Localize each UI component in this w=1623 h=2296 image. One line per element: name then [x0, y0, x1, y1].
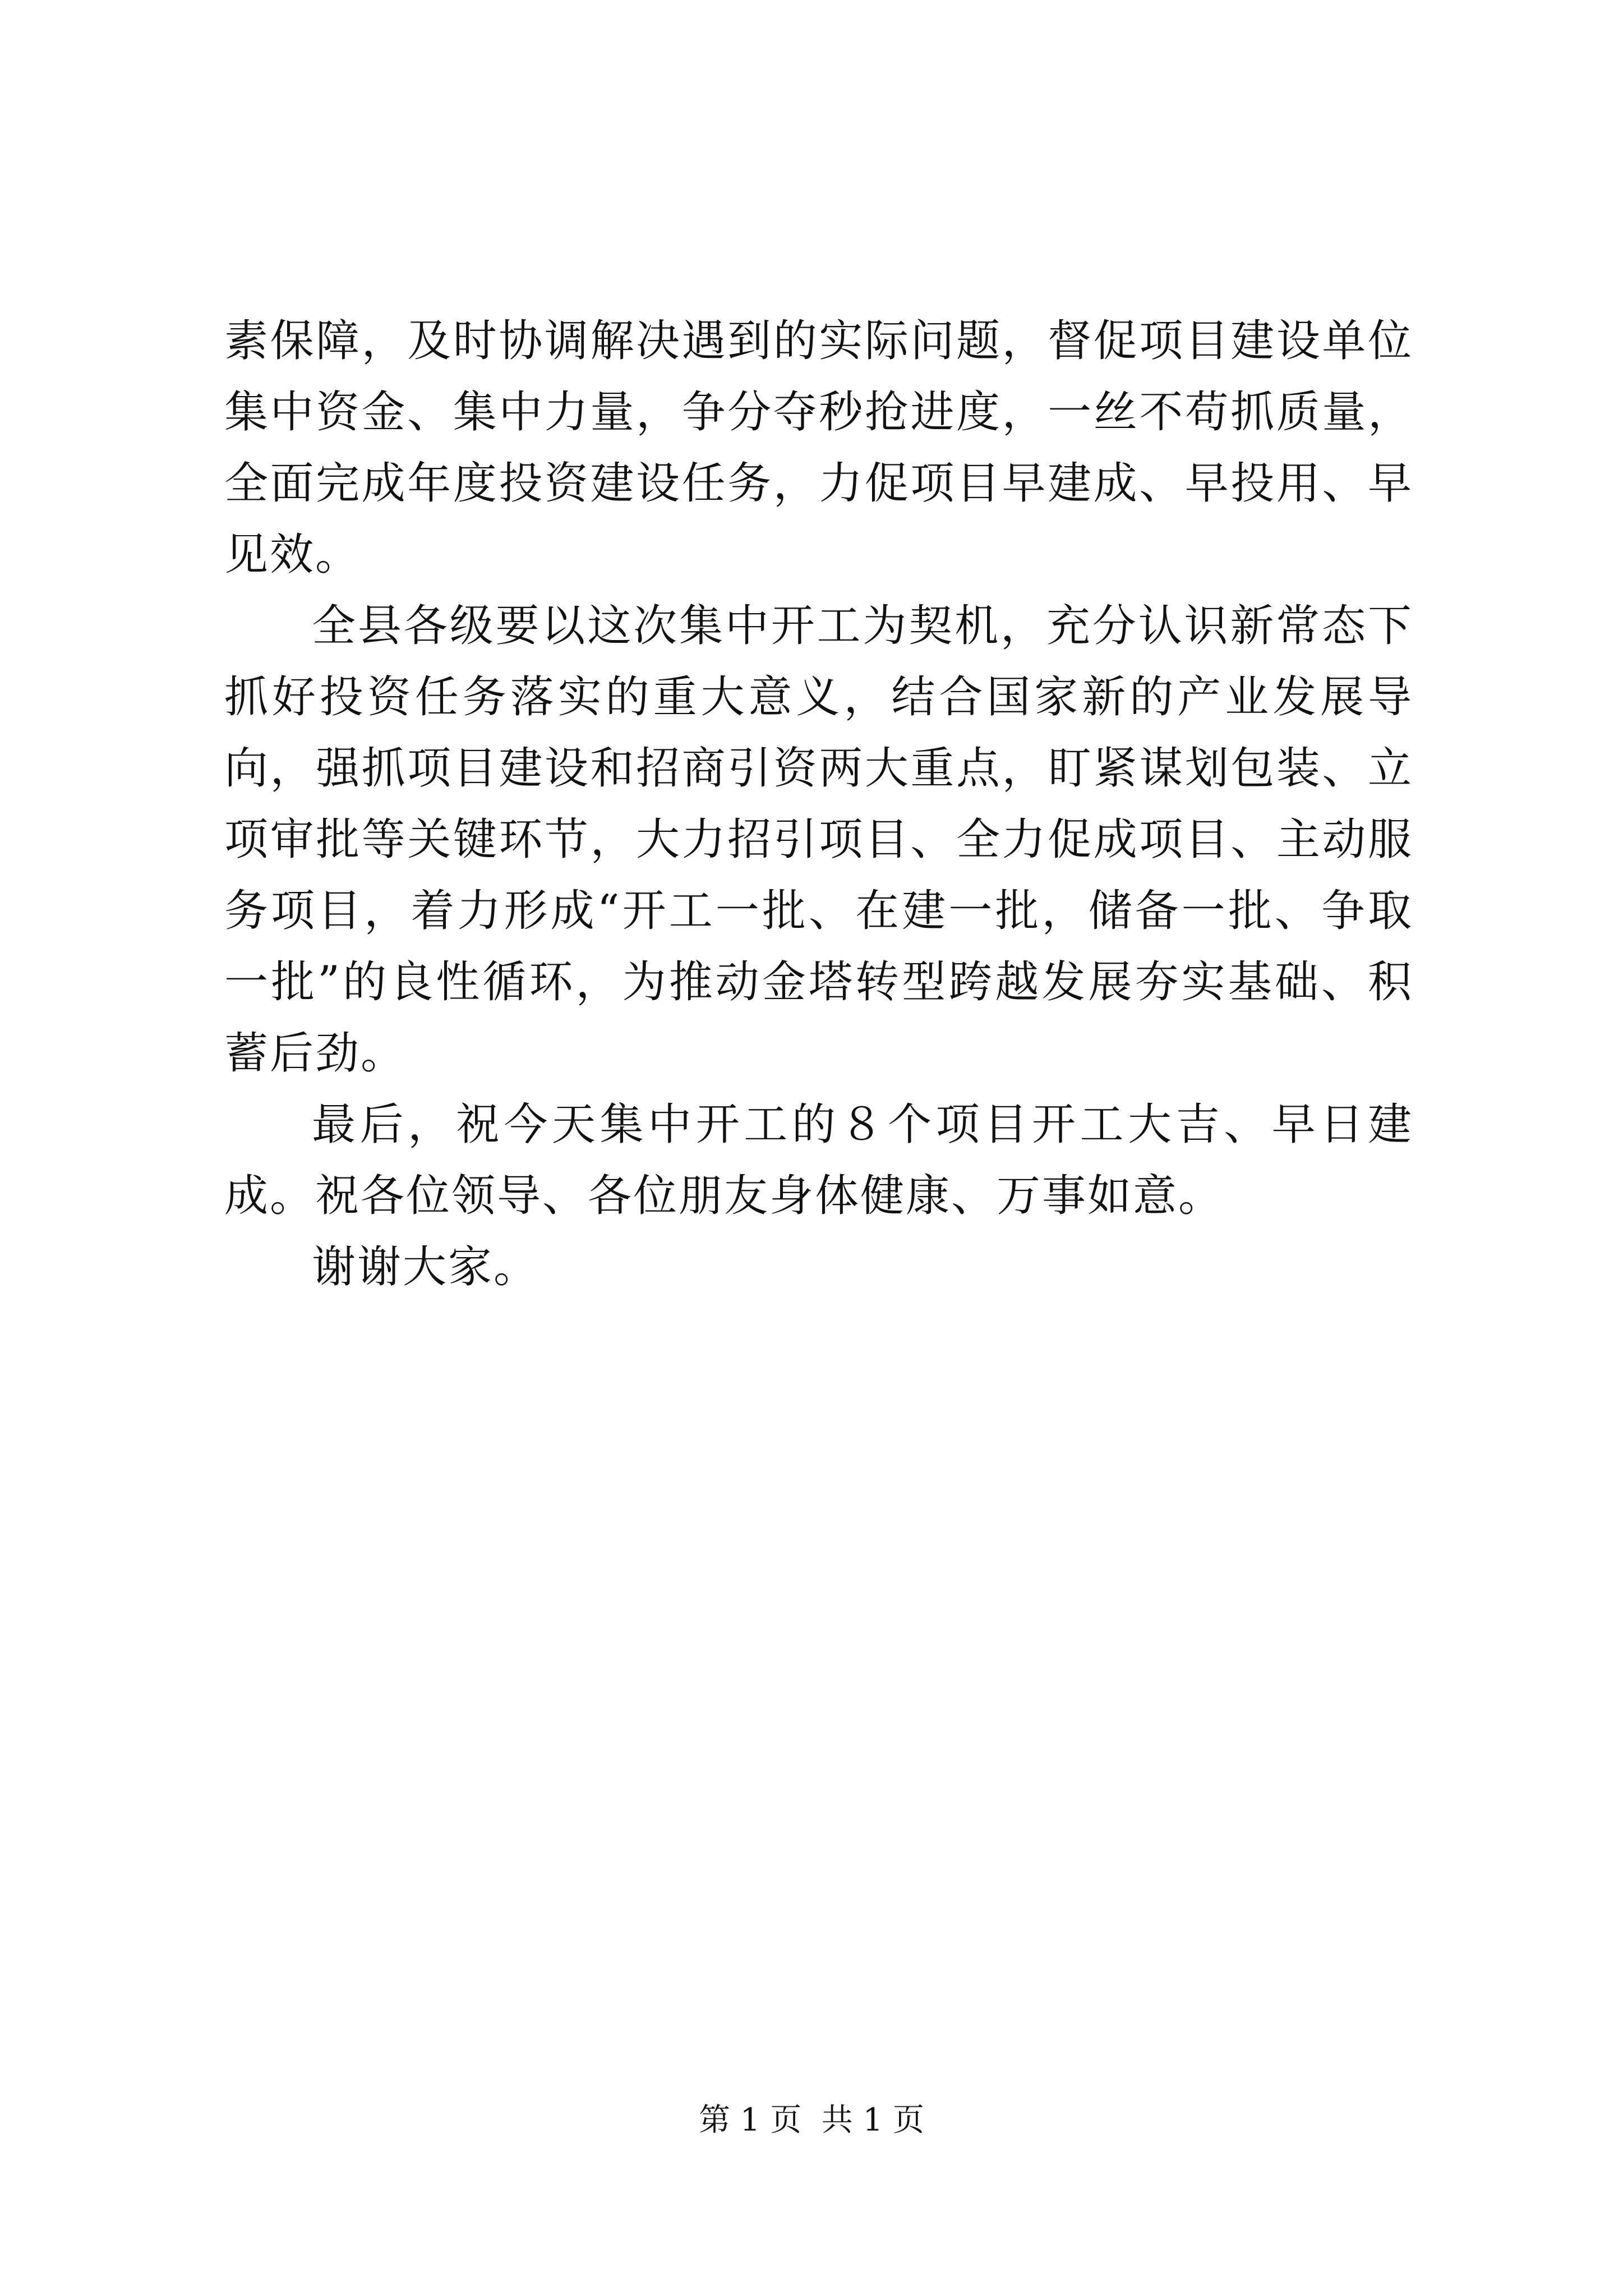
paragraph-thanks: 谢谢大家。 [312, 1242, 540, 1292]
page-number-label: 第 1 页 共 1 页 [698, 2102, 925, 2138]
document-body [224, 306, 1413, 1303]
page-footer [0, 2101, 1623, 2140]
paragraph-investment-tasks: 全县各级要以这次集中开工为契机，充分认识新常态下抓好投资任务落实的重大意义，结合国家新的产业发展导向，强抓项目建设和招商引资两大重点，盯紧谋划包装、立项审批等关键环节，大力招引项目、全力促成项目、主动服务项目，着力形成“开工一批、在建一批，储备一批、争取一批”的良性循环，为推动金塔转型跨越发展夯实基础、积蓄后劲。 [224, 601, 1413, 1079]
paragraph-closing-wishes: 最后，祝今天集中开工的８个项目开工大吉、早日建成。祝各位领导、各位朋友身体健康、万事如意。 [224, 1099, 1413, 1221]
paragraph-continuation: 素保障，及时协调解决遇到的实际问题，督促项目建设单位集中资金、集中力量，争分夺秒抢进度，一丝不苟抓质量，全面完成年度投资建设任务，力促项目早建成、早投用、早见效。 [224, 316, 1413, 580]
